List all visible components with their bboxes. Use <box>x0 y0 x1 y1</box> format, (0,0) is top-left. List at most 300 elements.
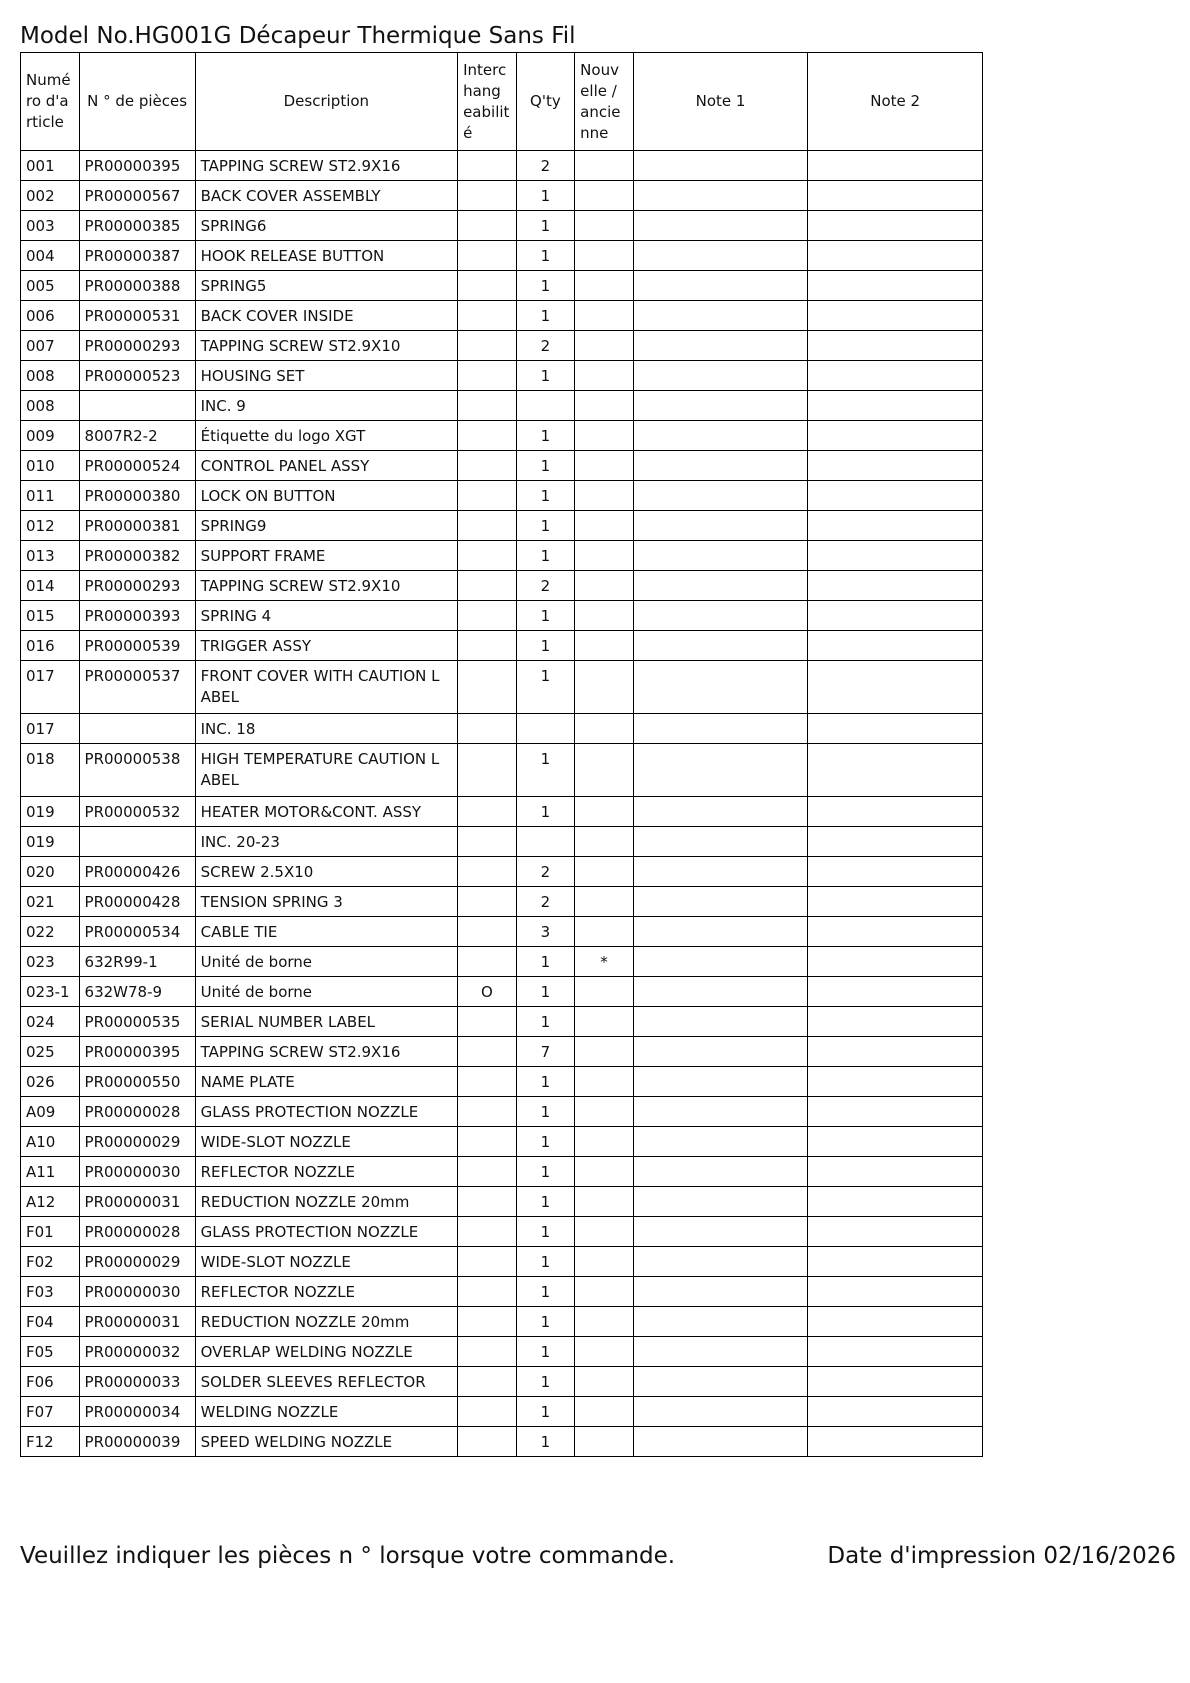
cell-item-no: F12 <box>21 1427 80 1457</box>
cell-note-1 <box>633 1217 808 1247</box>
table-row <box>21 301 983 331</box>
cell-part-no: PR00000031 <box>79 1307 195 1337</box>
cell-note-2 <box>808 1307 983 1337</box>
table-row <box>21 1157 983 1187</box>
cell-note-2 <box>808 1067 983 1097</box>
cell-description: REDUCTION NOZZLE 20mm <box>195 1187 457 1217</box>
cell-note-1 <box>633 661 808 714</box>
cell-description: INC. 9 <box>195 391 457 421</box>
cell-note-1 <box>633 1037 808 1067</box>
cell-part-no: PR00000293 <box>79 571 195 601</box>
cell-new-old <box>575 661 634 714</box>
cell-new-old <box>575 271 634 301</box>
cell-new-old <box>575 1397 634 1427</box>
cell-interchangeability <box>458 744 517 797</box>
cell-qty: 1 <box>516 301 575 331</box>
table-row <box>21 857 983 887</box>
cell-description: TRIGGER ASSY <box>195 631 457 661</box>
cell-note-2 <box>808 1397 983 1427</box>
cell-item-no: 013 <box>21 541 80 571</box>
header-note-2: Note 2 <box>808 53 983 151</box>
cell-qty: 1 <box>516 977 575 1007</box>
cell-qty: 1 <box>516 1247 575 1277</box>
table-header-row <box>21 53 983 151</box>
cell-part-no: PR00000395 <box>79 151 195 181</box>
cell-new-old <box>575 601 634 631</box>
cell-description: CABLE TIE <box>195 917 457 947</box>
cell-interchangeability <box>458 887 517 917</box>
cell-interchangeability <box>458 714 517 744</box>
cell-note-2 <box>808 271 983 301</box>
cell-interchangeability: O <box>458 977 517 1007</box>
cell-part-no <box>79 391 195 421</box>
cell-qty: 3 <box>516 917 575 947</box>
cell-new-old <box>575 827 634 857</box>
cell-item-no: A11 <box>21 1157 80 1187</box>
page-title: Model No.HG001G Décapeur Thermique Sans Fil <box>20 23 576 49</box>
cell-description: GLASS PROTECTION NOZZLE <box>195 1217 457 1247</box>
cell-note-2 <box>808 601 983 631</box>
cell-note-1 <box>633 331 808 361</box>
cell-interchangeability <box>458 1307 517 1337</box>
cell-new-old <box>575 1277 634 1307</box>
cell-part-no: PR00000387 <box>79 241 195 271</box>
cell-new-old <box>575 1097 634 1127</box>
cell-note-1 <box>633 451 808 481</box>
cell-qty: 1 <box>516 1157 575 1187</box>
cell-interchangeability <box>458 541 517 571</box>
cell-note-2 <box>808 977 983 1007</box>
cell-part-no: PR00000524 <box>79 451 195 481</box>
cell-part-no: PR00000567 <box>79 181 195 211</box>
cell-new-old <box>575 181 634 211</box>
cell-part-no: PR00000033 <box>79 1367 195 1397</box>
cell-description: INC. 20-23 <box>195 827 457 857</box>
cell-note-1 <box>633 301 808 331</box>
table-row <box>21 211 983 241</box>
cell-part-no: 8007R2-2 <box>79 421 195 451</box>
table-row <box>21 1187 983 1217</box>
cell-qty: 1 <box>516 541 575 571</box>
cell-note-2 <box>808 1277 983 1307</box>
cell-part-no: PR00000382 <box>79 541 195 571</box>
table-row <box>21 917 983 947</box>
cell-part-no: PR00000032 <box>79 1337 195 1367</box>
table-row <box>21 661 983 714</box>
cell-item-no: 001 <box>21 151 80 181</box>
cell-note-1 <box>633 571 808 601</box>
cell-note-1 <box>633 1397 808 1427</box>
cell-item-no: 021 <box>21 887 80 917</box>
cell-new-old <box>575 1367 634 1397</box>
cell-part-no: PR00000395 <box>79 1037 195 1067</box>
cell-item-no: F04 <box>21 1307 80 1337</box>
cell-new-old <box>575 1337 634 1367</box>
cell-item-no: 019 <box>21 797 80 827</box>
table-row <box>21 947 983 977</box>
cell-item-no: 016 <box>21 631 80 661</box>
cell-new-old <box>575 361 634 391</box>
cell-note-2 <box>808 1367 983 1397</box>
cell-part-no: PR00000039 <box>79 1427 195 1457</box>
cell-item-no: 007 <box>21 331 80 361</box>
cell-part-no: PR00000531 <box>79 301 195 331</box>
table-row <box>21 541 983 571</box>
table-row <box>21 1427 983 1457</box>
cell-interchangeability <box>458 1367 517 1397</box>
cell-part-no: PR00000031 <box>79 1187 195 1217</box>
cell-note-2 <box>808 917 983 947</box>
cell-description: Unité de borne <box>195 947 457 977</box>
cell-note-2 <box>808 947 983 977</box>
cell-qty: 2 <box>516 571 575 601</box>
cell-interchangeability <box>458 1277 517 1307</box>
table-row <box>21 451 983 481</box>
cell-new-old <box>575 421 634 451</box>
cell-note-1 <box>633 361 808 391</box>
cell-description: TAPPING SCREW ST2.9X10 <box>195 571 457 601</box>
cell-description: GLASS PROTECTION NOZZLE <box>195 1097 457 1127</box>
cell-note-1 <box>633 541 808 571</box>
cell-part-no <box>79 827 195 857</box>
cell-qty: 1 <box>516 481 575 511</box>
cell-item-no: 020 <box>21 857 80 887</box>
cell-item-no: 017 <box>21 661 80 714</box>
cell-note-1 <box>633 511 808 541</box>
cell-item-no: 011 <box>21 481 80 511</box>
cell-interchangeability <box>458 1067 517 1097</box>
cell-new-old <box>575 1067 634 1097</box>
cell-interchangeability <box>458 211 517 241</box>
cell-new-old <box>575 797 634 827</box>
cell-note-2 <box>808 451 983 481</box>
cell-description: BACK COVER INSIDE <box>195 301 457 331</box>
table-row <box>21 1397 983 1427</box>
cell-qty: 1 <box>516 1187 575 1217</box>
cell-note-1 <box>633 714 808 744</box>
cell-interchangeability <box>458 511 517 541</box>
cell-note-2 <box>808 1247 983 1277</box>
cell-new-old <box>575 511 634 541</box>
cell-note-2 <box>808 1097 983 1127</box>
cell-qty: 2 <box>516 887 575 917</box>
table-row <box>21 151 983 181</box>
cell-new-old <box>575 1037 634 1067</box>
cell-note-2 <box>808 181 983 211</box>
cell-note-1 <box>633 1007 808 1037</box>
table-row <box>21 631 983 661</box>
cell-item-no: 026 <box>21 1067 80 1097</box>
table-row <box>21 744 983 797</box>
cell-description: Unité de borne <box>195 977 457 1007</box>
cell-qty: 1 <box>516 1367 575 1397</box>
header-note-1: Note 1 <box>633 53 808 151</box>
table-row <box>21 1217 983 1247</box>
cell-qty: 1 <box>516 421 575 451</box>
cell-description: WELDING NOZZLE <box>195 1397 457 1427</box>
cell-item-no: 008 <box>21 361 80 391</box>
cell-note-1 <box>633 977 808 1007</box>
cell-description: SPRING9 <box>195 511 457 541</box>
cell-part-no: PR00000426 <box>79 857 195 887</box>
cell-qty: 1 <box>516 1127 575 1157</box>
cell-qty <box>516 827 575 857</box>
cell-item-no: 009 <box>21 421 80 451</box>
cell-note-1 <box>633 481 808 511</box>
cell-description: Étiquette du logo XGT <box>195 421 457 451</box>
cell-new-old <box>575 977 634 1007</box>
cell-interchangeability <box>458 1007 517 1037</box>
cell-interchangeability <box>458 481 517 511</box>
cell-qty: 1 <box>516 947 575 977</box>
cell-note-2 <box>808 571 983 601</box>
cell-note-2 <box>808 1427 983 1457</box>
cell-note-1 <box>633 1097 808 1127</box>
cell-description: TAPPING SCREW ST2.9X16 <box>195 1037 457 1067</box>
cell-new-old <box>575 1427 634 1457</box>
cell-part-no <box>79 714 195 744</box>
cell-item-no: 004 <box>21 241 80 271</box>
cell-interchangeability <box>458 797 517 827</box>
cell-interchangeability <box>458 421 517 451</box>
cell-qty: 1 <box>516 1307 575 1337</box>
table-row <box>21 1307 983 1337</box>
cell-new-old <box>575 391 634 421</box>
cell-interchangeability <box>458 271 517 301</box>
header-part-no: N ° de pièces <box>79 53 195 151</box>
table-row <box>21 1337 983 1367</box>
table-row <box>21 511 983 541</box>
cell-note-1 <box>633 1067 808 1097</box>
table-row <box>21 887 983 917</box>
cell-interchangeability <box>458 241 517 271</box>
cell-note-1 <box>633 391 808 421</box>
cell-note-1 <box>633 857 808 887</box>
cell-note-1 <box>633 1277 808 1307</box>
cell-part-no: PR00000028 <box>79 1217 195 1247</box>
cell-note-1 <box>633 1157 808 1187</box>
cell-qty: 1 <box>516 361 575 391</box>
cell-new-old <box>575 331 634 361</box>
footer-order-note: Veuillez indiquer les pièces n ° lorsque votre commande. <box>20 1543 676 1569</box>
cell-item-no: F01 <box>21 1217 80 1247</box>
cell-note-1 <box>633 211 808 241</box>
cell-description: CONTROL PANEL ASSY <box>195 451 457 481</box>
header-description: Description <box>195 53 457 151</box>
cell-interchangeability <box>458 1427 517 1457</box>
cell-part-no: PR00000534 <box>79 917 195 947</box>
cell-qty: 1 <box>516 1007 575 1037</box>
cell-qty: 1 <box>516 661 575 714</box>
cell-item-no: 012 <box>21 511 80 541</box>
cell-note-1 <box>633 744 808 797</box>
cell-note-1 <box>633 1307 808 1337</box>
cell-note-1 <box>633 917 808 947</box>
cell-new-old <box>575 1217 634 1247</box>
cell-note-2 <box>808 541 983 571</box>
cell-part-no: PR00000028 <box>79 1097 195 1127</box>
table-row <box>21 1037 983 1067</box>
cell-note-2 <box>808 211 983 241</box>
cell-note-2 <box>808 331 983 361</box>
cell-part-no: PR00000428 <box>79 887 195 917</box>
cell-description: OVERLAP WELDING NOZZLE <box>195 1337 457 1367</box>
cell-new-old <box>575 1127 634 1157</box>
cell-part-no: PR00000385 <box>79 211 195 241</box>
cell-item-no: F03 <box>21 1277 80 1307</box>
table-row <box>21 241 983 271</box>
cell-note-1 <box>633 1337 808 1367</box>
cell-qty: 1 <box>516 631 575 661</box>
cell-description: HEATER MOTOR&CONT. ASSY <box>195 797 457 827</box>
cell-new-old <box>575 631 634 661</box>
cell-interchangeability <box>458 947 517 977</box>
cell-new-old <box>575 1157 634 1187</box>
table-row <box>21 827 983 857</box>
cell-new-old <box>575 1247 634 1277</box>
cell-qty: 7 <box>516 1037 575 1067</box>
cell-item-no: 025 <box>21 1037 80 1067</box>
cell-interchangeability <box>458 331 517 361</box>
cell-note-2 <box>808 1037 983 1067</box>
cell-item-no: A10 <box>21 1127 80 1157</box>
cell-item-no: 018 <box>21 744 80 797</box>
table-row <box>21 1007 983 1037</box>
table-row <box>21 1367 983 1397</box>
cell-item-no: F06 <box>21 1367 80 1397</box>
cell-new-old: * <box>575 947 634 977</box>
cell-qty: 1 <box>516 181 575 211</box>
cell-new-old <box>575 301 634 331</box>
cell-qty: 2 <box>516 857 575 887</box>
cell-new-old <box>575 151 634 181</box>
cell-item-no: 002 <box>21 181 80 211</box>
cell-interchangeability <box>458 151 517 181</box>
cell-part-no: PR00000381 <box>79 511 195 541</box>
cell-description: REFLECTOR NOZZLE <box>195 1157 457 1187</box>
table-row <box>21 421 983 451</box>
cell-part-no: PR00000538 <box>79 744 195 797</box>
cell-description: HIGH TEMPERATURE CAUTION L ABEL <box>195 744 457 797</box>
cell-note-1 <box>633 827 808 857</box>
cell-new-old <box>575 744 634 797</box>
cell-note-2 <box>808 1337 983 1367</box>
cell-part-no: PR00000550 <box>79 1067 195 1097</box>
cell-item-no: 017 <box>21 714 80 744</box>
cell-item-no: 023 <box>21 947 80 977</box>
table-row <box>21 797 983 827</box>
table-row <box>21 601 983 631</box>
cell-item-no: F02 <box>21 1247 80 1277</box>
cell-part-no: PR00000293 <box>79 331 195 361</box>
cell-interchangeability <box>458 661 517 714</box>
cell-note-1 <box>633 181 808 211</box>
footer-print-date: Date d'impression 02/16/2026 <box>827 1543 1176 1569</box>
cell-note-2 <box>808 1157 983 1187</box>
parts-table <box>20 52 983 1457</box>
cell-note-2 <box>808 714 983 744</box>
cell-description: TAPPING SCREW ST2.9X10 <box>195 331 457 361</box>
cell-note-2 <box>808 887 983 917</box>
cell-interchangeability <box>458 1097 517 1127</box>
table-row <box>21 977 983 1007</box>
table-row <box>21 331 983 361</box>
cell-interchangeability <box>458 1337 517 1367</box>
cell-interchangeability <box>458 1247 517 1277</box>
cell-qty: 1 <box>516 797 575 827</box>
cell-part-no: PR00000393 <box>79 601 195 631</box>
cell-item-no: 003 <box>21 211 80 241</box>
cell-description: HOUSING SET <box>195 361 457 391</box>
cell-note-2 <box>808 151 983 181</box>
cell-interchangeability <box>458 1397 517 1427</box>
cell-note-2 <box>808 1217 983 1247</box>
table-row <box>21 1127 983 1157</box>
cell-interchangeability <box>458 1157 517 1187</box>
cell-interchangeability <box>458 1037 517 1067</box>
cell-description: INC. 18 <box>195 714 457 744</box>
cell-description: WIDE-SLOT NOZZLE <box>195 1247 457 1277</box>
table-row <box>21 1247 983 1277</box>
cell-qty: 2 <box>516 151 575 181</box>
cell-note-2 <box>808 511 983 541</box>
cell-interchangeability <box>458 1187 517 1217</box>
cell-new-old <box>575 917 634 947</box>
cell-new-old <box>575 1307 634 1337</box>
cell-qty: 1 <box>516 241 575 271</box>
cell-interchangeability <box>458 301 517 331</box>
cell-new-old <box>575 887 634 917</box>
cell-description: TENSION SPRING 3 <box>195 887 457 917</box>
cell-note-1 <box>633 1427 808 1457</box>
cell-item-no: 014 <box>21 571 80 601</box>
cell-part-no: PR00000034 <box>79 1397 195 1427</box>
cell-description: TAPPING SCREW ST2.9X16 <box>195 151 457 181</box>
cell-item-no: A12 <box>21 1187 80 1217</box>
cell-note-2 <box>808 1127 983 1157</box>
cell-description: LOCK ON BUTTON <box>195 481 457 511</box>
cell-item-no: A09 <box>21 1097 80 1127</box>
cell-interchangeability <box>458 451 517 481</box>
cell-part-no: PR00000523 <box>79 361 195 391</box>
cell-note-2 <box>808 827 983 857</box>
cell-description: SUPPORT FRAME <box>195 541 457 571</box>
cell-note-2 <box>808 241 983 271</box>
cell-part-no: PR00000537 <box>79 661 195 714</box>
cell-note-1 <box>633 1247 808 1277</box>
cell-description: FRONT COVER WITH CAUTION L ABEL <box>195 661 457 714</box>
table-row <box>21 714 983 744</box>
cell-note-2 <box>808 1007 983 1037</box>
cell-qty: 1 <box>516 1067 575 1097</box>
cell-part-no: PR00000030 <box>79 1157 195 1187</box>
table-row <box>21 181 983 211</box>
cell-note-2 <box>808 797 983 827</box>
cell-new-old <box>575 451 634 481</box>
table-row <box>21 571 983 601</box>
cell-qty: 1 <box>516 1277 575 1307</box>
cell-note-1 <box>633 241 808 271</box>
cell-description: SPRING6 <box>195 211 457 241</box>
parts-table-body <box>21 151 983 1457</box>
cell-qty: 1 <box>516 451 575 481</box>
cell-new-old <box>575 211 634 241</box>
cell-qty: 1 <box>516 211 575 241</box>
cell-description: SCREW 2.5X10 <box>195 857 457 887</box>
cell-note-1 <box>633 1187 808 1217</box>
cell-new-old <box>575 714 634 744</box>
cell-part-no: PR00000535 <box>79 1007 195 1037</box>
